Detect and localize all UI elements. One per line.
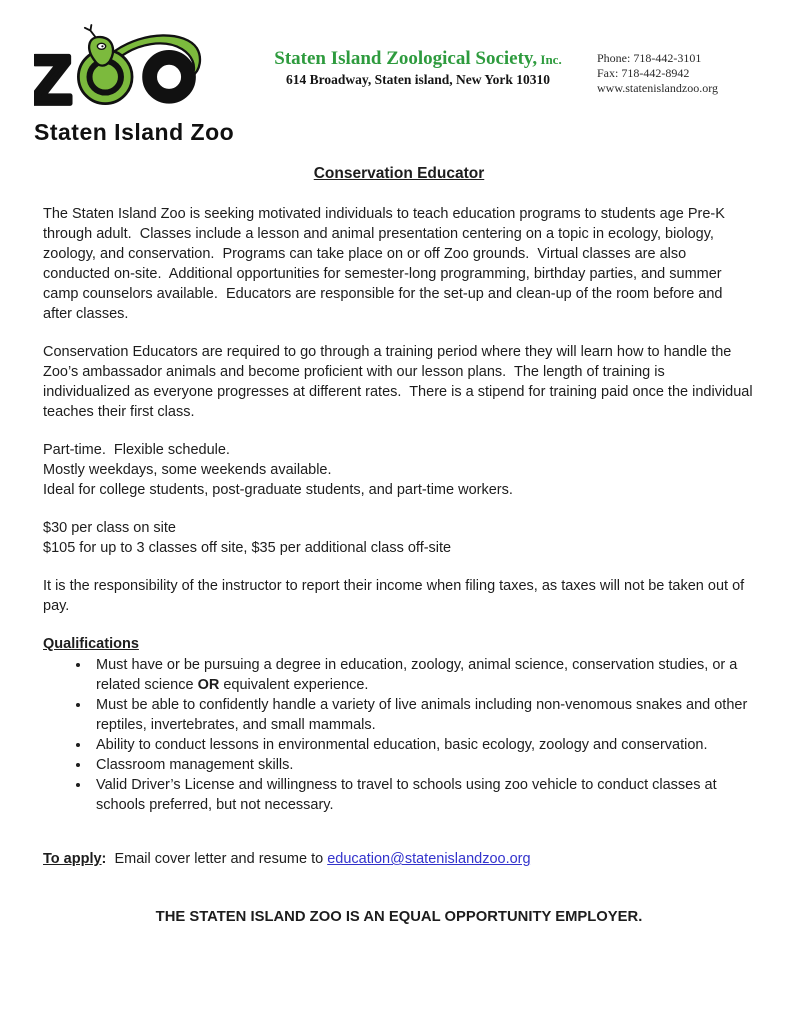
letterhead (0, 0, 793, 146)
qualification-text: Ability to conduct lessons in environmental education, basic ecology, zoology and conservation. (96, 737, 708, 753)
logo-letter-z: Z (34, 41, 73, 113)
pay-lines (43, 518, 755, 558)
schedule-line: Part-time. Flexible schedule. (43, 442, 230, 458)
intro-paragraph: The Staten Island Zoo is seeking motivated individuals to teach education programs to students age Pre-K through adult. Classes include a lesson and animal presentation centering on a topic in ecology, biology, zoology, and conservation. Programs can take place on or off Zoo grounds. Virtual classes are also conducted on-site. Additional opportunities for semester-long programming, birthday parties, and summer camp counselors available. Educators are responsible for the set-up and clean-up of the room before and after classes. (43, 206, 729, 322)
qualification-text: Must have or be pursuing a degree in education, zoology, animal science, conservation studies, or a related science (96, 657, 742, 693)
qualification-text: equivalent experience. (219, 677, 369, 693)
fax-line: Fax: 718-442-8942 (597, 66, 690, 80)
phone-line: Phone: 718-442-3101 (597, 51, 702, 65)
qualification-item (91, 775, 755, 815)
qualification-item (91, 695, 755, 735)
org-name-main: Staten Island Zoological Society, (274, 48, 538, 69)
apply-colon: : (101, 851, 107, 867)
qualification-text: Valid Driver’s License and willingness to travel to schools using zoo vehicle to conduct classes at schools preferred, but not necessary. (96, 777, 721, 813)
logo-letter-o-black (150, 57, 189, 96)
qualifications-heading: Qualifications (43, 636, 139, 652)
contact-block (597, 24, 765, 146)
qualification-item (91, 655, 755, 695)
org-address: 614 Broadway, Staten island, New York 10310 (285, 72, 551, 87)
document-body (0, 146, 793, 927)
tax-note: It is the responsibility of the instructor to report their income when filing taxes, as taxes will not be taken out of pay. (43, 578, 749, 614)
org-name-suffix: Inc. (537, 52, 562, 67)
apply-line (43, 849, 755, 869)
schedule-lines (43, 440, 755, 500)
schedule-line: Mostly weekdays, some weekends available. (43, 462, 332, 478)
page-title: Conservation Educator (313, 165, 485, 182)
pay-line: $105 for up to 3 classes off site, $35 per additional class off-site (43, 540, 452, 556)
zoo-logo (34, 24, 239, 146)
pay-line: $30 per class on site (43, 520, 176, 536)
schedule-line: Ideal for college students, post-graduate students, and part-time workers. (43, 482, 513, 498)
apply-email-link[interactable]: education@statenislandzoo.org (327, 851, 531, 867)
org-block (239, 24, 597, 146)
qualification-item (91, 755, 755, 775)
logo-caption: Staten Island Zoo (34, 119, 235, 145)
qualification-text: Classroom management skills. (96, 757, 294, 773)
qualification-text: Must be able to confidently handle a variety of live animals including non-venomous snakes and other reptiles, invertebrates, and small mammals. (96, 697, 752, 733)
qualification-text-bold: OR (197, 677, 220, 693)
apply-label: To apply (43, 851, 102, 867)
training-paragraph: Conservation Educators are required to go through a training period where they will learn how to handle the Zoo’s ambassador animals and become proficient with our lesson plans. The length of training is individualized as everyone progresses at different rates. There is a stipend for training paid once the individual teaches their first class. (43, 344, 757, 420)
apply-text: Email cover letter and resume to (106, 851, 328, 867)
qualification-item (91, 735, 755, 755)
website-line: www.statenislandzoo.org (597, 81, 718, 95)
zoo-snake-logo-icon (34, 24, 219, 113)
org-name (239, 48, 597, 70)
eeo-statement: THE STATEN ISLAND ZOO IS AN EQUAL OPPORTUNITY EMPLOYER. (155, 909, 643, 925)
qualifications-list (43, 655, 755, 815)
